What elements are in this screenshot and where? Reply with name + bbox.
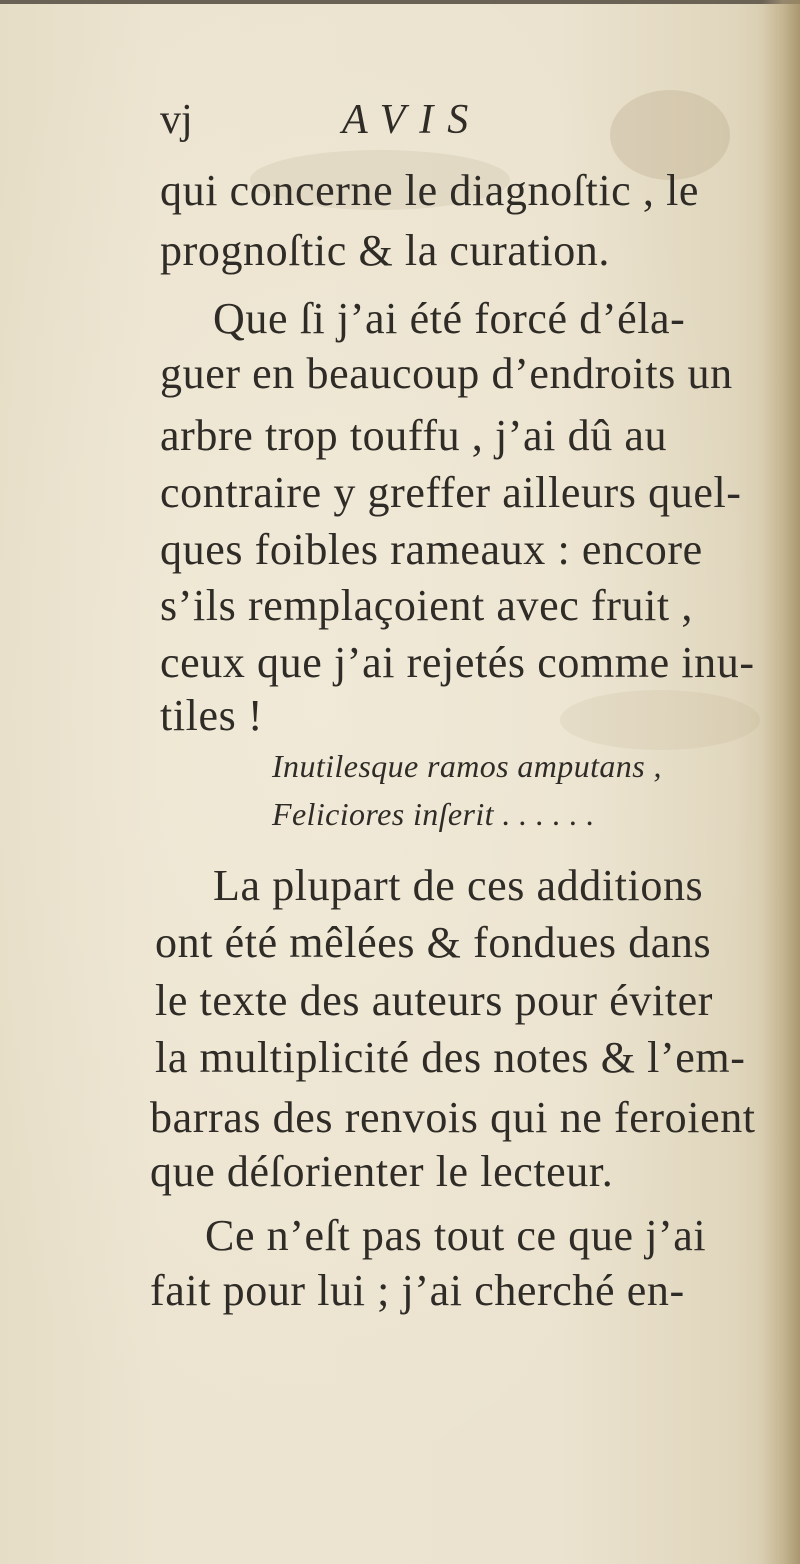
text-line: arbre trop touffu , j’ai dû au xyxy=(160,411,668,460)
text-line: ques foibles rameaux : encore xyxy=(160,525,703,574)
text-line: barras des renvois qui ne feroient xyxy=(150,1093,756,1142)
text-line: la multiplicité des notes & l’em- xyxy=(155,1033,746,1082)
quotation-line: Feliciores inſerit . . . . . . xyxy=(272,796,595,832)
page-edge-shadow xyxy=(762,0,800,1564)
text-line: tiles ! xyxy=(160,691,264,740)
text-line: que déſorienter le lecteur. xyxy=(150,1147,614,1196)
foxing-spot xyxy=(560,690,760,750)
quotation-line: Inutilesque ramos amputans , xyxy=(272,748,662,784)
text-line: prognoſtic & la curation. xyxy=(160,226,610,275)
text-line: fait pour lui ; j’ai cherché en- xyxy=(150,1266,685,1315)
text-line: Ce n’eſt pas tout ce que j’ai xyxy=(205,1211,707,1260)
top-edge-rule xyxy=(0,0,800,4)
text-line: ceux que j’ai rejetés comme inu- xyxy=(160,638,755,687)
text-line: contraire y greffer ailleurs quel- xyxy=(160,468,742,517)
text-line: ont été mêlées & fondues dans xyxy=(155,918,712,967)
text-line: La plupart de ces additions xyxy=(213,861,704,910)
running-title: AVIS xyxy=(342,97,483,143)
text-line: s’ils remplaçoient avec fruit , xyxy=(160,581,693,630)
text-line: Que ſi j’ai été forcé d’éla- xyxy=(213,294,686,343)
text-line: qui concerne le diagnoſtic , le xyxy=(160,166,700,215)
text-line: le texte des auteurs pour éviter xyxy=(155,976,713,1025)
page-number: vj xyxy=(160,97,193,143)
text-line: guer en beaucoup d’endroits un xyxy=(160,349,733,398)
